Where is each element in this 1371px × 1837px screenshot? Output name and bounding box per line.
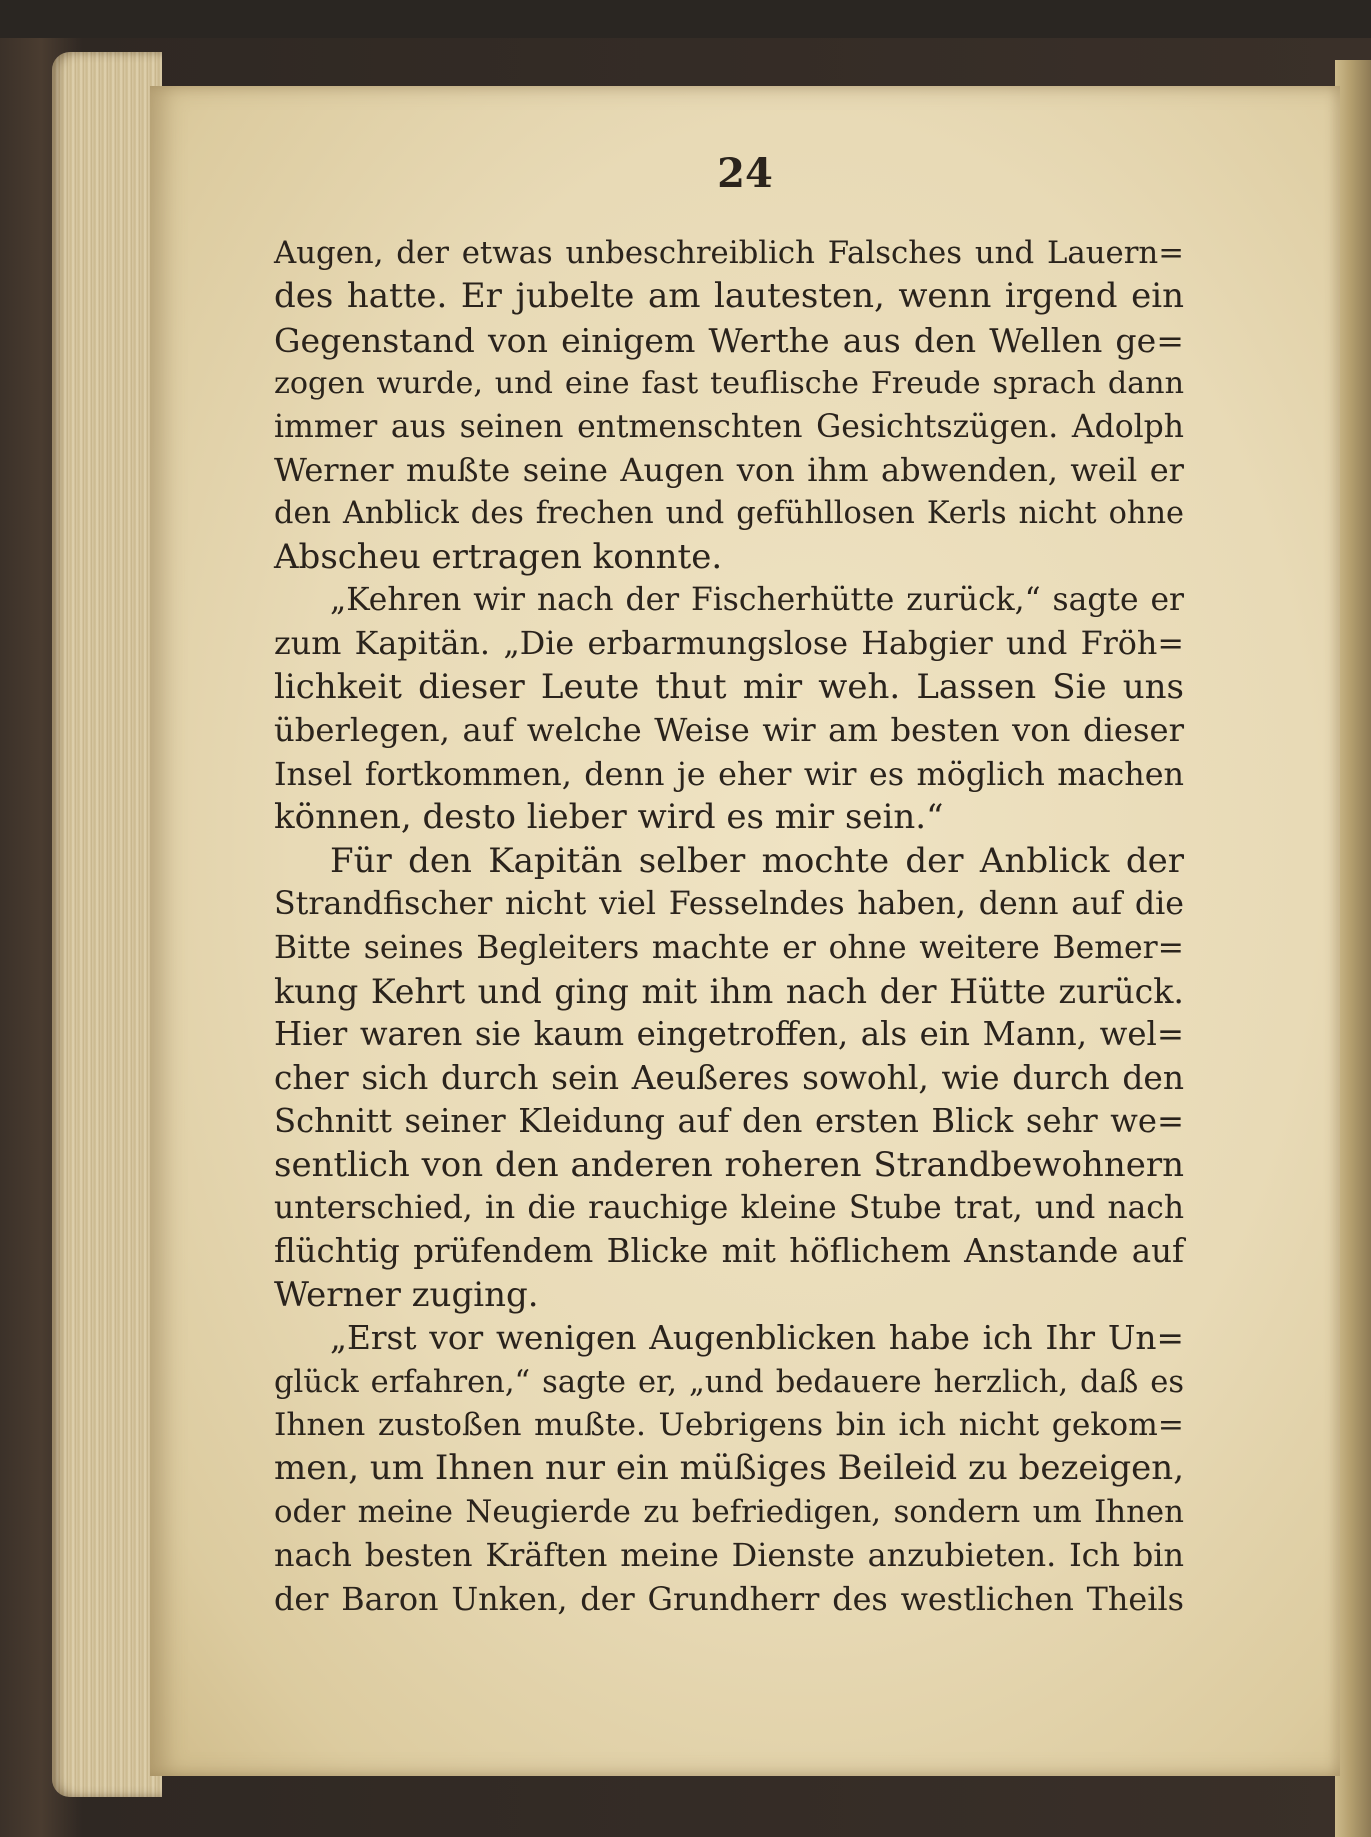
text-line: nach besten Kräften meine Dienste anzubieten. Ich bin: [274, 1536, 1184, 1575]
page-text: [274, 232, 1184, 1621]
text-line: „Kehren wir nach der Fischerhütte zurück,“ sagte er: [330, 582, 1184, 619]
text-line: flüchtig prüfendem Blicke mit höflichem Anstande auf: [274, 1232, 1184, 1271]
text-line: Gegenstand von einigem Werthe aus den Wellen ge=: [274, 320, 1184, 360]
text-line: Schnitt seiner Kleidung auf den ersten Blick sehr we=: [274, 1102, 1184, 1141]
text-line: können, desto lieber wird es mir sein.“: [274, 797, 944, 838]
text-line: men, um Ihnen nur ein müßiges Beileid zu bezeigen,: [274, 1448, 1184, 1489]
page-edges: [52, 52, 162, 1797]
text-line: immer aus seinen entmenschten Gesichtszügen. Adolph: [274, 408, 1184, 445]
text-line: Für den Kapitän selber mochte der Anblick der: [330, 840, 1184, 881]
text-line: Augen, der etwas unbeschreiblich Falsches und Lauern=: [274, 235, 1184, 271]
text-line: Werner mußte seine Augen von ihm abwenden, weil er: [274, 451, 1184, 490]
text-line: der Baron Unken, der Grundherr des westlichen Theils: [274, 1579, 1184, 1618]
text-line: Abscheu ertragen konnte.: [274, 536, 723, 577]
text-line: den Anblick des frechen und gefühllosen Kerls nicht ohne: [274, 496, 1184, 532]
text-line: überlegen, auf welche Weise wir am besten von dieser: [274, 711, 1184, 750]
text-line: Insel fortkommen, denn je eher wir es möglich machen: [274, 754, 1184, 793]
text-line: kung Kehrt und ging mit ihm nach der Hütte zurück.: [274, 971, 1184, 1011]
text-line: unterschied, in die rauchige kleine Stube trat, und nach: [274, 1189, 1184, 1226]
text-line: cher sich durch sein Aeußeres sowohl, wie durch den: [274, 1058, 1184, 1097]
text-line: Strandfischer nicht viel Fesselndes haben, denn auf die: [274, 886, 1184, 923]
text-line: Hier waren sie kaum eingetroffen, als ein Mann, wel=: [274, 1015, 1184, 1054]
text-line: Werner zuging.: [274, 1274, 539, 1315]
text-line: zum Kapitän. „Die erbarmungslose Habgier und Fröh=: [274, 625, 1184, 662]
text-line: lichkeit dieser Leute thut mir weh. Lassen Sie uns: [274, 667, 1184, 708]
page-number: 24: [717, 150, 773, 197]
book-page: [150, 86, 1340, 1776]
text-line: glück erfahren,“ sagte er, „und bedauere herzlich, daß es: [274, 1364, 1184, 1400]
text-line: „Erst vor wenigen Augenblicken habe ich Ihr Un=: [330, 1319, 1184, 1358]
text-line: oder meine Neugierde zu befriedigen, sondern um Ihnen: [274, 1493, 1184, 1530]
text-line: Ihnen zustoßen mußte. Uebrigens bin ich nicht gekom=: [274, 1406, 1184, 1443]
text-line: sentlich von den anderen roheren Strandbewohnern: [274, 1144, 1184, 1185]
text-line: des hatte. Er jubelte am lautesten, wenn irgend ein: [274, 276, 1184, 317]
text-line: Bitte seines Begleiters machte er ohne weitere Bemer=: [274, 929, 1184, 966]
text-line: zogen wurde, und eine fast teuflische Freude sprach dann: [274, 366, 1184, 402]
book-gutter: [1335, 60, 1371, 1837]
